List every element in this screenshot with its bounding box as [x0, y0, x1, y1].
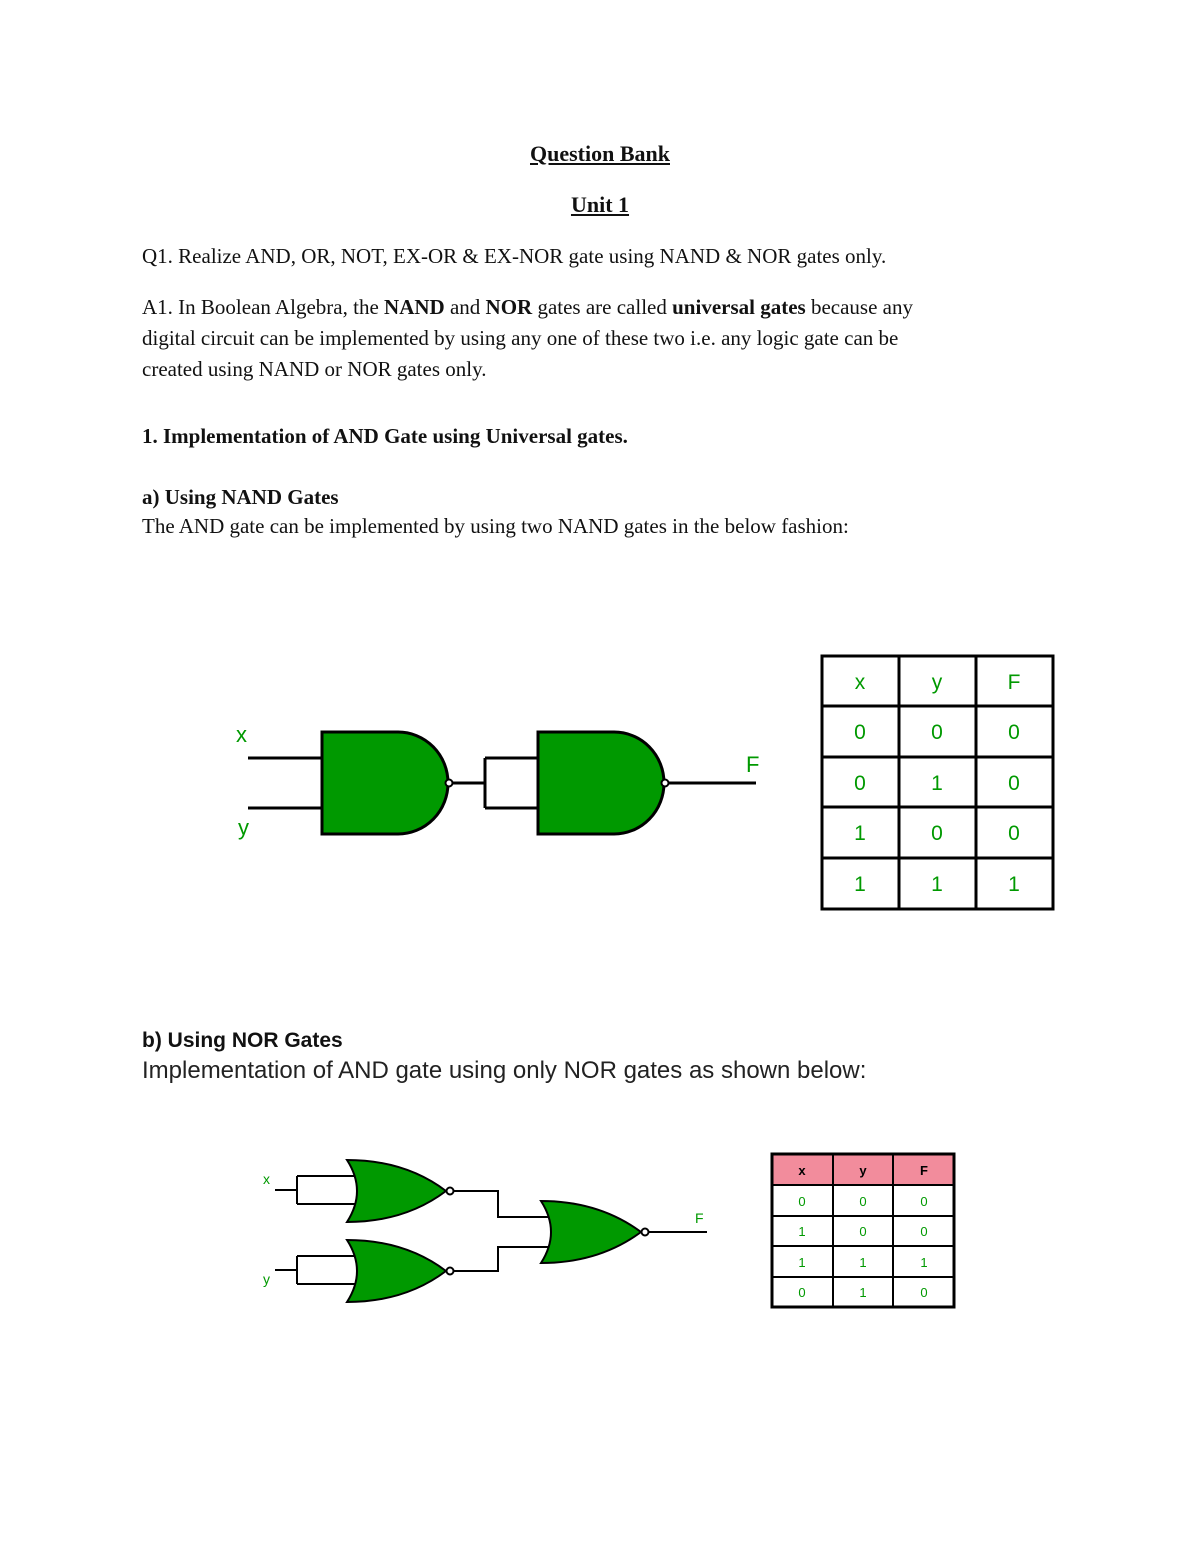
unit-heading: Unit 1 [570, 192, 630, 217]
term-nor: NOR [485, 295, 533, 319]
table-header-x: x [798, 1163, 806, 1178]
input-x-label: x [263, 1171, 270, 1187]
table-cell: 1 [859, 1255, 867, 1270]
nor-gate-2-bubble [447, 1268, 454, 1275]
table-cell: 1 [931, 873, 943, 896]
answer-paragraph [142, 292, 1042, 385]
part-a-heading: a) Using NAND Gates [142, 485, 339, 509]
term-universal-gates: universal gates [672, 295, 806, 319]
input-y-label: y [263, 1271, 270, 1287]
table-cell: 0 [1008, 822, 1020, 845]
table-cell: 0 [798, 1285, 806, 1300]
table-cell: 0 [931, 721, 943, 744]
answer-line-3: created using NAND or NOR gates only. [142, 357, 487, 381]
input-x-label: x [236, 722, 247, 747]
answer-line-2: digital circuit can be implemented by using any one of these two i.e. any logic gate can be [142, 326, 899, 350]
table-header-y: y [931, 671, 943, 694]
nand-gate-2 [538, 732, 664, 834]
nor-gate-3-bubble [642, 1229, 649, 1236]
nor-gate-1-bubble [447, 1188, 454, 1195]
table-header-x: x [854, 671, 866, 694]
table-cell: 0 [931, 822, 943, 845]
part-a-text: The AND gate can be implemented by using two NAND gates in the below fashion: [142, 514, 849, 538]
section-1-heading: 1. Implementation of AND Gate using Universal gates. [142, 424, 628, 448]
table-cell: 1 [854, 873, 866, 896]
nor-truth-table [770, 1152, 956, 1310]
nand-gate-1-bubble [446, 780, 453, 787]
table-cell: 1 [798, 1255, 806, 1270]
table-cell: 0 [854, 772, 866, 795]
nand-gate-1 [322, 732, 448, 834]
document-title: Question Bank [530, 141, 670, 166]
table-cell: 0 [798, 1194, 806, 1209]
nand-truth-table [820, 654, 1056, 912]
table-cell: 1 [1008, 873, 1020, 896]
input-y-label: y [238, 815, 249, 840]
nor-gate-3 [541, 1201, 641, 1263]
table-cell: 0 [854, 721, 866, 744]
nand-and-diagram [220, 710, 780, 860]
nor-gate-2 [347, 1240, 446, 1302]
table-cell: 1 [798, 1224, 806, 1239]
table-cell: 0 [1008, 721, 1020, 744]
nor-gate-1 [347, 1160, 446, 1222]
table-header-f: F [920, 1163, 928, 1178]
table-cell: 0 [1008, 772, 1020, 795]
part-b-heading: b) Using NOR Gates [142, 1029, 343, 1052]
term-nand: NAND [384, 295, 445, 319]
output-f-label: F [695, 1210, 704, 1226]
table-cell: 1 [920, 1255, 928, 1270]
table-cell: 0 [859, 1224, 867, 1239]
table-header-f: F [1007, 671, 1021, 694]
table-cell: 0 [859, 1194, 867, 1209]
table-cell: 0 [920, 1224, 928, 1239]
question-text: Q1. Realize AND, OR, NOT, EX-OR & EX-NOR gate using NAND & NOR gates only. [142, 244, 887, 268]
nand-gate-2-bubble [662, 780, 669, 787]
table-cell: 1 [859, 1285, 867, 1300]
answer-line-1: A1. In Boolean Algebra, the NAND and NOR gates are called universal gates because any [142, 295, 913, 319]
table-cell: 1 [931, 772, 943, 795]
table-cell: 0 [920, 1194, 928, 1209]
part-b-text: Implementation of AND gate using only NOR gates as shown below: [142, 1057, 867, 1084]
nor-and-diagram [255, 1150, 725, 1310]
table-cell: 0 [920, 1285, 928, 1300]
table-header-y: y [859, 1163, 867, 1178]
table-cell: 1 [854, 822, 866, 845]
output-f-label: F [746, 752, 760, 777]
